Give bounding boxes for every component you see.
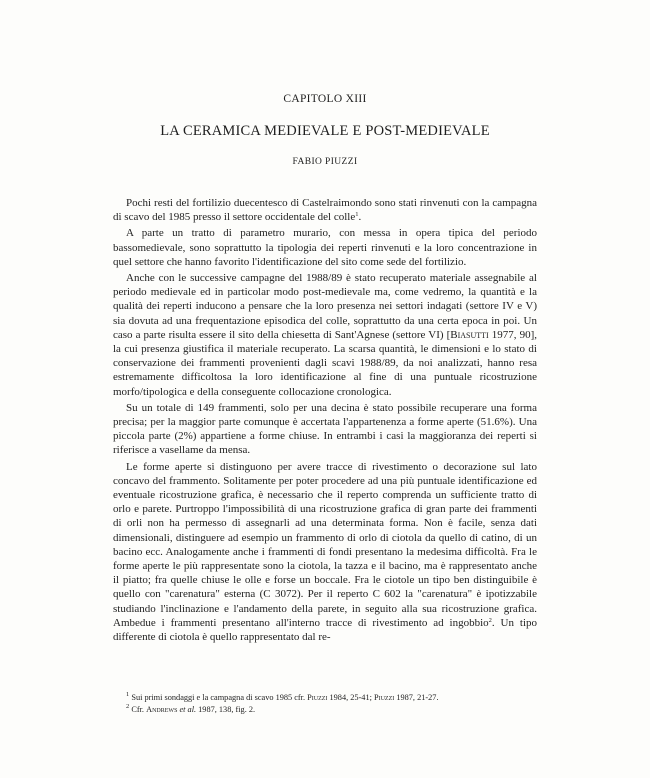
paragraph-4: Su un totale di 149 frammenti, solo per una decina è stato possibile recuperare una forma precisa; per la maggior parte comunque è accertata l'appartenenza a forme aperte (51.6%). Una piccola parte (2%) appartiene a forme chiuse. In entrambi i casi la maggioranza dei reperti si riferisce a vasellame da mensa. xyxy=(113,401,537,457)
footnote-ref-2: 2 xyxy=(488,616,492,624)
footnote-1-text-c: 1987, 21-27. xyxy=(394,693,439,702)
footnote-1-mark: 1 xyxy=(126,691,130,698)
footnote-2-text-a: Cfr. xyxy=(129,704,147,714)
footnotes xyxy=(113,692,537,715)
footnote-1 xyxy=(113,692,537,704)
footnote-ref-1: 1 xyxy=(355,211,359,219)
et-al: et al. xyxy=(179,704,197,714)
paragraph-3 xyxy=(113,271,537,399)
footnote-1-text-a: Sui primi sondaggi e la campagna di scavo 1985 cfr. xyxy=(129,693,308,702)
footnote-2-text-b: 1987, 138, fig. 2. xyxy=(196,704,256,714)
paragraph-5-text: Le forme aperte si distinguono per avere tracce di rivestimento o decorazione sul lato concavo del frammento. Solitamente per poter procedere ad una più puntuale identificazione ed eventuale ricostruzione grafica, è necessario che il reperto comprenda un sufficiente tratto di orlo e parete. Purtroppo l'impossibilità di una ricostruzione grafica di gran parte dei frammenti di orli non ha permesso di assegnarli ad una determinata forma. Non è facile, senza dati dimensionali, distinguere ad esempio un frammento di orlo di ciotola da quello di catino, di un bacino ecc. Analogamente anche i frammenti di fondi presentano la medesima difficoltà. Fra le forme aperte le più rappresentate sono la ciotola, la tazza e il bacino, ma è rappresentato anche il piatto; fra quelle chiuse le olle e forse un boccale. Fra le ciotole un tipo ben distinguibile è quello con "carenatura" esterna (C 3072). Per il reperto C 602 la "carenatura" è ipotizzabile studiando l'inclinazione e l'andamento della parete, in seguito alla sua ricostruzione grafica. Ambedue i frammenti presentano all'interno tracce di rivestimento ad ingobbio xyxy=(113,460,537,629)
citation-biasutti: Biasutti xyxy=(450,328,489,341)
footnote-2 xyxy=(113,704,537,716)
paragraph-3-text-a: Anche con le successive campagne del 1988/89 è stato recuperato materiale assegnabile al periodo medievale ed in particolar modo post-medievale ma, come vedremo, la quantità e la qualità dei reperti inducono a pensare che la loro presenza nei settori indagati (settore IV e V) sia dovuta ad una frequentazione episodica del colle, soprattutto da una certa epoca in poi. Un caso a parte risulta essere il sito della chiesetta di Sant'Agnese (settore VI) [ xyxy=(113,272,537,341)
paragraph-1-text: Pochi resti del fortilizio duecentesco di Castelraimondo sono stati rinvenuti con la campagna di scavo del 1985 presso il settore occidentale del colle xyxy=(113,197,537,224)
paragraph-1 xyxy=(113,196,537,224)
chapter-title: LA CERAMICA MEDIEVALE E POST-MEDIEVALE xyxy=(160,123,490,139)
paragraph-5-end: . Un tipo differente di ciotola è quello rappresentato dal re- xyxy=(113,616,537,644)
footnote-1-text-b: 1984, 25-41; xyxy=(327,693,374,702)
paragraph-1-end: . xyxy=(358,211,362,224)
citation-piuzzi-1987: Piuzzi xyxy=(373,693,395,702)
author-name: FABIO PIUZZI xyxy=(292,157,358,167)
citation-piuzzi-1984: Piuzzi xyxy=(307,693,328,702)
body-text xyxy=(113,196,537,646)
chapter-heading: CAPITOLO XIII xyxy=(283,93,367,105)
footnote-2-mark: 2 xyxy=(126,702,130,710)
paragraph-2: A parte un tratto di parametro murario, con messa in opera tipica del periodo bassomedievale, sono soprattutto la tipologia dei reperti rinvenuti e la loro concentrazione in quel settore che hanno favorito l'identificazione del sito come sede del fortilizio. xyxy=(113,227,537,268)
paragraph-3-text-b: 1977, 90], la cui presenza giustifica il materiale recuperato. La scarsa quantità, le dimensioni e lo stato di conservazione dei frammenti provenienti dagli scavi 1988/89, da noi analizzati, hanno resa estremamente difficoltosa la loro identificazione al fine di una puntuale ricostruzione morfo/tipologica e della conseguente collocazione cronologica. xyxy=(113,328,537,398)
paragraph-5 xyxy=(113,460,537,645)
citation-andrews: Andrews xyxy=(146,704,178,714)
